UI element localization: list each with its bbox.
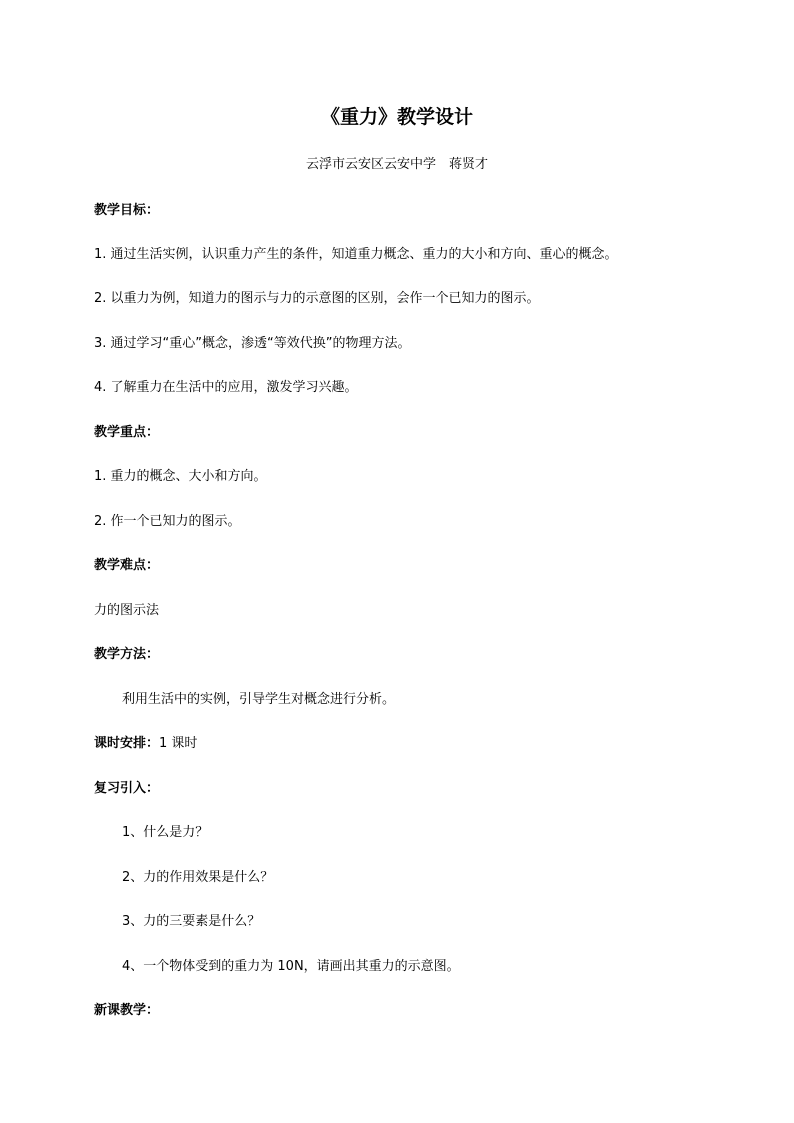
review-heading: 复习引入： xyxy=(94,781,160,796)
key-point-item: 2. 作一个已知力的图示。 xyxy=(94,514,241,529)
methods-text: 利用生活中的实例，引导学生对概念进行分析。 xyxy=(122,692,396,707)
schedule-line xyxy=(94,735,714,753)
objective-item: 1. 通过生活实例，认识重力产生的条件，知道重力概念、重力的大小和方向、重心的概念。 xyxy=(94,247,618,262)
key-points-heading: 教学重点： xyxy=(94,425,160,440)
difficulties-text: 力的图示法 xyxy=(94,603,160,618)
objective-item: 4. 了解重力在生活中的应用，激发学习兴趣。 xyxy=(94,380,358,395)
schedule-text: 1 课时 xyxy=(159,736,198,751)
objective-item: 2. 以重力为例，知道力的图示与力的示意图的区别，会作一个已知力的图示。 xyxy=(94,291,540,306)
review-item: 3、力的三要素是什么？ xyxy=(122,914,261,929)
key-point-item: 1. 重力的概念、大小和方向。 xyxy=(94,469,267,484)
document-author: 云浮市云安区云安中学 蒋贤才 xyxy=(305,157,488,172)
review-item: 1、什么是力？ xyxy=(122,825,209,840)
methods-heading: 教学方法： xyxy=(94,647,160,662)
difficulties-heading: 教学难点： xyxy=(94,558,160,573)
schedule-heading: 课时安排： xyxy=(94,736,160,751)
objective-item: 3. 通过学习“重心”概念，渗透“等效代换”的物理方法。 xyxy=(94,336,411,351)
document-title: 《重力》教学设计 xyxy=(320,106,473,128)
review-item: 2、力的作用效果是什么？ xyxy=(122,870,274,885)
review-item: 4、一个物体受到的重力为 10N，请画出其重力的示意图。 xyxy=(122,959,460,974)
objectives-heading: 教学目标： xyxy=(94,203,160,218)
new-lesson-heading: 新课教学： xyxy=(94,1003,160,1018)
